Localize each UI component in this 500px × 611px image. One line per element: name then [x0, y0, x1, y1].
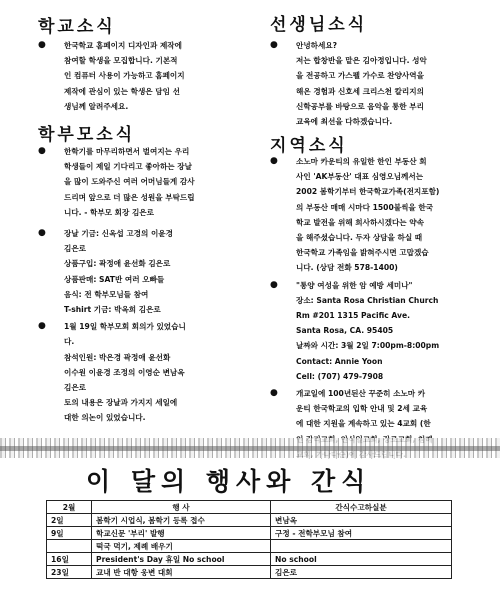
event-cell: 떡국 먹기, 제례 배우기 — [92, 540, 271, 553]
text-line: 다. — [64, 337, 75, 347]
text-line: 김은로 — [64, 383, 87, 393]
region-news-heading: 지역소식 — [270, 136, 348, 156]
text-line: 대한 의논이 있었습니다. — [64, 413, 146, 423]
events-table-header — [47, 501, 452, 514]
text-line: 상품구입: 곽정애 윤선화 김은로 — [64, 259, 171, 269]
snack-cell: No school — [271, 553, 452, 566]
text-line: 날짜와 시간: 3월 2일 7:00pm-8:00pm — [296, 341, 440, 351]
region-news-item — [270, 154, 470, 276]
school-news-heading: 학교소식 — [38, 17, 116, 37]
events-title: 이 달의 행사와 간식 — [86, 467, 372, 496]
text-line: Contact: Annie Yoon — [296, 356, 383, 366]
text-line: 제작에 관심이 있는 학생은 담임 선 — [64, 86, 180, 96]
parents-news-item — [38, 144, 228, 220]
text-line: 교육에 최선을 다하겠습니다. — [296, 117, 393, 127]
text-line: 개교일에 100년된산 꾸준히 소노마 카 — [296, 389, 426, 399]
text-line: 인 컴퓨터 사용이 가능하고 홈페이지 — [64, 71, 185, 81]
text-line: 니다. (상담 전화 578-1400) — [296, 263, 398, 273]
text-line: Cell: (707) 479-7908 — [296, 371, 384, 381]
table-row — [47, 553, 452, 566]
table-row — [47, 540, 452, 553]
text-line: Santa Rosa, CA. 95405 — [296, 326, 394, 336]
bullet-icon: ● — [270, 388, 278, 399]
bullet-icon: ● — [270, 156, 278, 166]
teachers-news-item — [270, 38, 465, 129]
text-line: 사인 'AK부동산' 대표 심영오님께서는 — [296, 172, 424, 182]
text-line: 상품판매: SAT반 여러 오빠들 — [64, 274, 165, 284]
text-line: 신학공부를 바탕으로 음악을 통한 부리 — [296, 101, 424, 111]
text-line: 의 부동산 매매 시마다 1500불씩을 한국 — [296, 202, 434, 212]
text-line: 이수원 이윤경 조정의 이영순 변남옥 — [64, 367, 185, 377]
date-cell — [47, 540, 92, 553]
text-line: 2002 봄학기부터 한국학교가족(전지포함) — [296, 187, 440, 197]
date-cell: 9일 — [47, 527, 92, 540]
event-column-header: 행 사 — [92, 501, 271, 514]
events-table-body — [47, 514, 452, 579]
date-cell: 2일 — [47, 514, 92, 527]
events-table — [46, 500, 452, 579]
text-line: 한국학교 홈페이지 디자인과 제작에 — [64, 41, 182, 50]
bullet-icon: ● — [38, 228, 46, 239]
school-news-item — [38, 38, 226, 114]
region-news-item — [270, 278, 470, 384]
text-line: 해온 경험과 신호세 크리스천 칼리지의 — [296, 86, 424, 96]
text-line: 에 대한 지원을 계속하고 있는 4교회 (한 — [296, 419, 431, 429]
teachers-news-body — [270, 38, 465, 129]
school-news-body — [38, 38, 226, 114]
snack-column-header: 간식수고하실분 — [271, 501, 452, 514]
date-cell: 16일 — [47, 553, 92, 566]
decorative-divider-line — [0, 446, 500, 451]
snack-cell: 김은로 — [271, 566, 452, 579]
text-line: 참여할 학생을 모집합니다. 기본적 — [64, 56, 178, 66]
date-cell: 23일 — [47, 566, 92, 579]
table-row — [47, 514, 452, 527]
text-line: "통양 여성을 위한 암 예방 세미나" — [296, 280, 413, 290]
bullet-icon: ● — [38, 146, 46, 156]
snack-cell: 변남옥 — [271, 514, 452, 527]
text-line: Rm #201 1315 Pacific Ave. — [296, 311, 410, 321]
text-line: 참석인원: 박은경 곽정애 윤선화 — [64, 352, 171, 362]
event-cell: 봄학기 시업식, 봄학기 등록 접수 — [92, 514, 271, 527]
text-line: 장소: Santa Rosa Christian Church — [296, 295, 439, 305]
parents-news-body — [38, 144, 228, 426]
teachers-news-heading: 선생님소식 — [270, 15, 368, 35]
text-line: 한국학교 가족임을 밝혀주시면 고맙겠습 — [296, 248, 429, 258]
date-column-header: 2월 — [47, 501, 92, 514]
text-line: 한학기를 마무리하면서 벌여지는 우리 — [64, 147, 190, 156]
bullet-icon: ● — [38, 321, 46, 332]
bullet-icon: ● — [270, 279, 278, 290]
text-line: 장날 기금: 신옥섭 고경의 이윤경 — [64, 229, 173, 239]
text-line: 을 전공하고 가스펠 가수로 찬양사역을 — [296, 71, 424, 81]
text-line: 을 많이 도와주신 여러 어머님들게 감사 — [64, 177, 195, 187]
text-line: 토의 내용은 장날과 가지지 세일에 — [64, 398, 178, 408]
text-line: 운티 한국학교의 입학 안내 및 2세 교육 — [296, 404, 428, 414]
event-cell: 교내 반 대항 웅변 대회 — [92, 566, 271, 579]
text-line: 학생들이 제일 기다리고 좋아하는 장날 — [64, 162, 192, 172]
text-line: 1월 19일 학부모회 회의가 있었습니 — [64, 322, 186, 332]
snack-cell: 구정 - 전학부모님 참여 — [271, 527, 452, 540]
table-row — [47, 527, 452, 540]
event-cell: President's Day 휴일 No school — [92, 553, 271, 566]
table-row — [47, 566, 452, 579]
snack-cell — [271, 540, 452, 553]
bullet-icon: ● — [270, 40, 278, 50]
text-line: 김은로 — [64, 244, 87, 254]
text-line: 니다. - 학부모 회장 김은로 — [64, 207, 154, 217]
text-line: 생님께 알려주세요. — [64, 101, 129, 111]
parents-news-item — [38, 319, 228, 425]
text-line: 드리며 앞으로 더 많은 성원을 부탁드립 — [64, 192, 195, 202]
text-line: 을 해주셨습니다. 두자 상담을 하실 때 — [296, 233, 423, 243]
region-news-body — [270, 154, 470, 462]
bullet-icon: ● — [38, 40, 46, 50]
parents-news-item — [38, 226, 228, 317]
text-line: 학교 발전을 위해 희사하시겠다는 약속 — [296, 217, 424, 227]
text-line: T-shirt 기금: 박옥희 김은로 — [64, 305, 161, 315]
text-line: 소노마 카운티의 유일한 한인 부동산 회 — [296, 157, 427, 166]
parents-news-heading: 학부모소식 — [38, 125, 136, 145]
event-cell: 학교신문 '부리' 발행 — [92, 527, 271, 540]
text-line: 음식: 전 학부모님들 참여 — [64, 289, 149, 299]
text-line: 저는 합창반을 맡은 김아정입니다. 성악 — [296, 56, 427, 66]
text-line: 안녕하세요? — [296, 41, 338, 50]
